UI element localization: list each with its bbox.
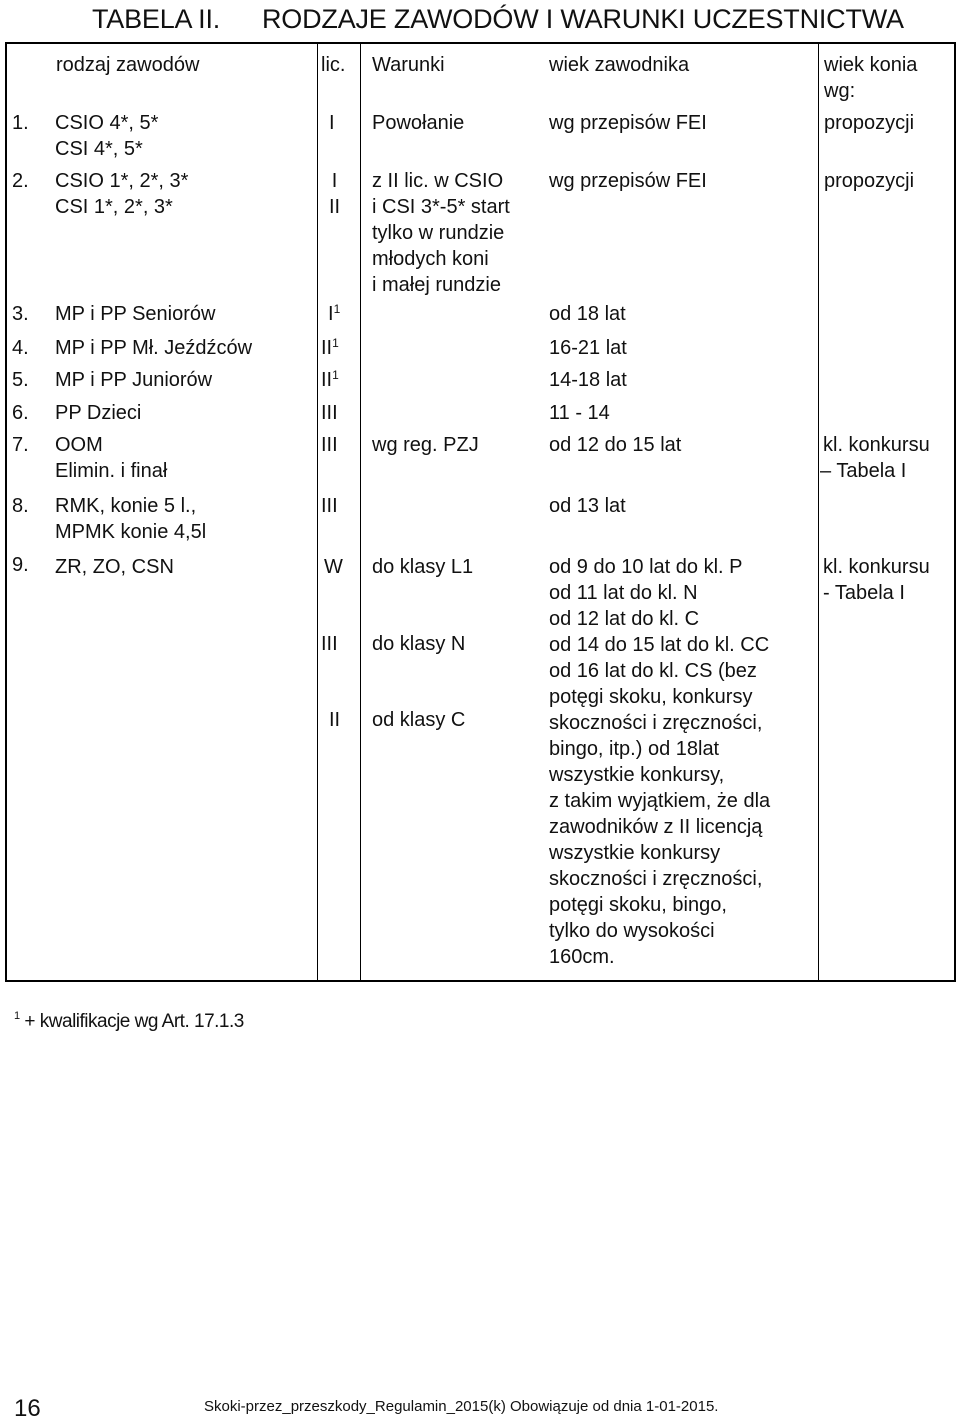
row-rider-age: 11 - 14: [549, 402, 610, 424]
header-horse-age: wiek konia wg:: [824, 54, 918, 102]
row-type: CSIO 4*, 5* CSI 4*, 5*: [55, 112, 159, 160]
row-number: 5.: [12, 369, 29, 391]
competition-table: [5, 42, 956, 982]
row-rider-age: 16-21 lat: [549, 337, 627, 359]
row-number: 8.: [12, 495, 29, 517]
header-type: rodzaj zawodów: [56, 54, 200, 76]
footnote-marker: 1: [333, 302, 341, 316]
row-conditions: do klasy L1: [372, 556, 474, 578]
row-number: 6.: [12, 402, 29, 424]
row-type: RMK, konie 5 l., MPMK konie 4,5l: [55, 495, 207, 543]
footnote: [14, 1010, 244, 1033]
row-rider-age: od 18 lat: [549, 303, 626, 325]
divider-after-lic: [360, 44, 361, 980]
row-conditions: do klasy N: [372, 633, 466, 655]
header-rider-age: wiek zawodnika: [549, 54, 690, 76]
table-number: TABELA II.: [92, 4, 221, 34]
page-number: 16: [14, 1395, 41, 1422]
table-title: RODZAJE ZAWODÓW I WARUNKI UCZESTNICTWA: [262, 4, 904, 34]
row-rider-age: wg przepisów FEI: [549, 170, 707, 192]
row-type: ZR, ZO, CSN: [55, 556, 174, 578]
row-rider-age: od 13 lat: [549, 495, 626, 517]
row-licence: III: [321, 495, 338, 517]
row-type: PP Dzieci: [55, 402, 142, 424]
licence-value: II: [321, 337, 333, 359]
row-conditions: Powołanie: [372, 112, 465, 134]
licence-value: II: [321, 369, 333, 391]
row-rider-age: od 12 do 15 lat: [549, 434, 682, 456]
footnote-marker: 1: [332, 336, 339, 350]
row-licence: [321, 367, 339, 393]
licence-value: I: [328, 303, 334, 325]
row-type: MP i PP Seniorów: [55, 303, 216, 325]
row-number: 4.: [12, 337, 29, 359]
row-rider-age: od 9 do 10 lat do kl. P od 11 lat do kl. N od 12 lat do kl. C od 14 do 15 lat do kl. CC od 16 lat do kl. CS (bez potęgi skoku, konkursy skoczności i zręczności, bingo, itp.) od 18lat wszystkie konkursy, z takim wyjątkiem, że dla zawodników z II licencją wszystkie konkursy skoczności i zręczności, potęgi skoku, bingo, tylko do wysokości 160cm.: [549, 556, 771, 968]
row-type: MP i PP Juniorów: [55, 369, 213, 391]
row-number: 3.: [12, 303, 29, 325]
row-licence: I: [329, 112, 335, 134]
row-number: 9.: [12, 554, 29, 576]
row-licence: I II: [329, 170, 341, 218]
footnote-marker: 1: [14, 1010, 20, 1022]
page-footer: Skoki-przez_przeszkody_Regulamin_2015(k) Obowiązuje od dnia 1-01-2015.: [204, 1398, 719, 1415]
row-licence: II: [329, 709, 341, 731]
row-horse-age: propozycji: [824, 170, 915, 192]
divider-after-age: [818, 44, 819, 980]
row-conditions: z II lic. w CSIO i CSI 3*-5* start tylko w rundzie młodych koni i małej rundzie: [372, 170, 510, 296]
divider-after-type: [317, 44, 318, 980]
row-licence: [328, 301, 340, 327]
header-conditions: Warunki: [372, 54, 445, 76]
row-horse-age: propozycji: [824, 112, 915, 134]
row-horse-age: kl. konkursu: [823, 434, 930, 456]
header-lic: lic.: [321, 54, 346, 76]
row-number: 2.: [12, 170, 29, 192]
row-conditions: wg reg. PZJ: [372, 434, 479, 456]
row-licence: III: [321, 434, 338, 456]
row-licence: [321, 335, 339, 361]
row-number: 7.: [12, 434, 29, 456]
row-type: CSIO 1*, 2*, 3* CSI 1*, 2*, 3*: [55, 170, 189, 218]
row-conditions: od klasy C: [372, 709, 466, 731]
row-number: 1.: [12, 112, 29, 134]
row-rider-age: wg przepisów FEI: [549, 112, 707, 134]
row-licence: III: [321, 633, 338, 655]
footnote-marker: 1: [332, 368, 339, 382]
row-horse-age: kl. konkursu - Tabela I: [823, 556, 930, 604]
row-type: MP i PP Mł. Jeźdźców: [55, 337, 253, 359]
row-rider-age: 14-18 lat: [549, 369, 627, 391]
row-licence: W: [324, 556, 343, 578]
page-title: [92, 4, 904, 35]
footnote-text: + kwalifikacje wg Art. 17.1.3: [19, 1011, 244, 1032]
row-type: OOM Elimin. i finał: [55, 434, 168, 482]
row-horse-age-note: – Tabela I: [820, 460, 907, 482]
row-licence: III: [321, 402, 338, 424]
